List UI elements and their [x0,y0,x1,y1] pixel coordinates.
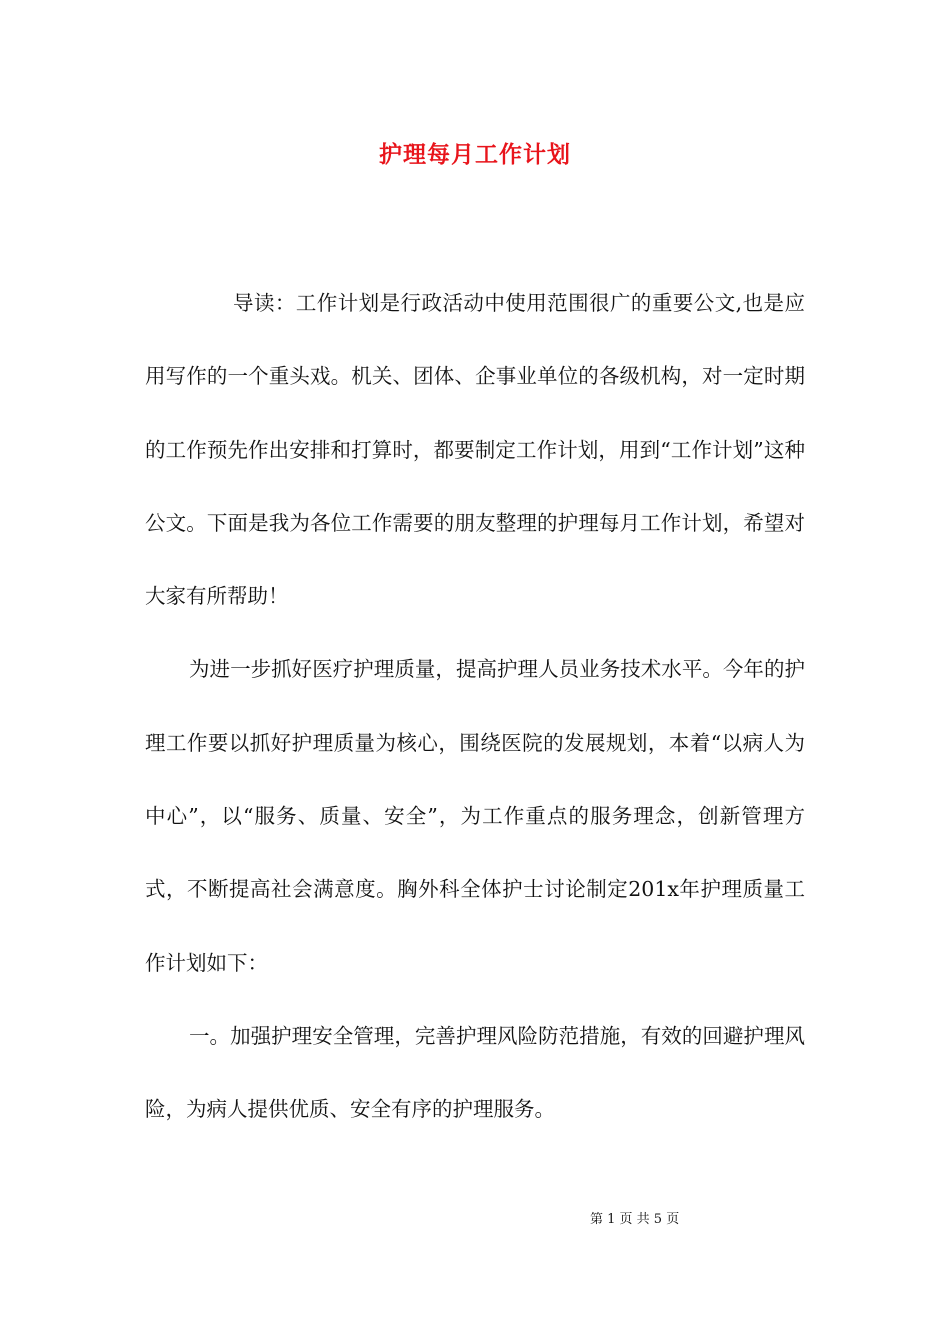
intro-paragraph: 导读：工作计划是行政活动中使用范围很广的重要公文,也是应用写作的一个重头戏。机关、团体、企事业单位的各级机构，对一定时期的工作预先作出安排和打算时，都要制定工作计划，用到“工作计划”这种公文。下面是我为各位工作需要的朋友整理的护理每月工作计划，希望对大家有所帮助！ [145,291,805,609]
document-body [145,267,805,1147]
body-paragraph: 一。加强护理安全管理，完善护理风险防范措施，有效的回避护理风险，为病人提供优质、安全有序的护理服务。 [145,1023,805,1122]
body-paragraph: 为进一步抓好医疗护理质量，提高护理人员业务技术水平。今年的护理工作要以抓好护理质量为核心，围绕医院的发展规划，本着“以病人为中心”，以“服务、质量、安全”，为工作重点的服务理念，创新管理方式，不断提高社会满意度。胸外科全体护士讨论制定201x年护理质量工作计划如下： [145,657,805,975]
page-number-footer: 第 1 页 共 5 页 [590,1212,680,1227]
document-title: 护理每月工作计划 [379,141,571,168]
